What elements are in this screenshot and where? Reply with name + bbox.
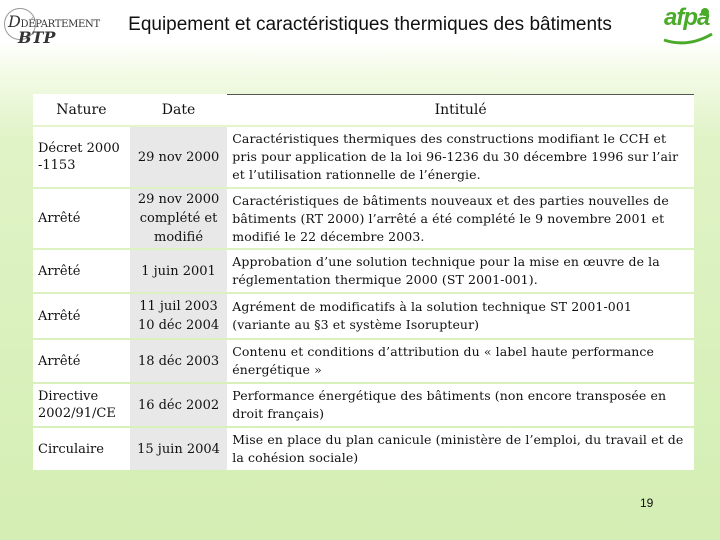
table-row: [33, 384, 694, 426]
cell-date: 18 déc 2003: [130, 340, 227, 382]
logo-btp-top-text: DDÉPARTEMENT: [8, 12, 100, 31]
table-header-row: [33, 94, 694, 125]
cell-date: 11 juil 2003 10 déc 2004: [130, 294, 227, 338]
cell-intitule: Contenu et conditions d’attribution du « label haute performance énergétique »: [227, 340, 694, 382]
cell-intitule: Performance énergétique des bâtiments (non encore transposée en droit français): [227, 384, 694, 426]
cell-date: 15 juin 2004: [130, 428, 227, 470]
regulation-table: [33, 92, 694, 472]
btp-logo: [8, 8, 100, 47]
table-row: [33, 340, 694, 382]
cell-intitule: Caractéristiques thermiques des constructions modifiant le CCH et pris pour application de la loi 96-1236 du 30 décembre 1996 sur l’air et l’utilisation rationnelle de l’énergie.: [227, 127, 694, 187]
cell-date: 1 juin 2001: [130, 250, 227, 292]
table-row: [33, 127, 694, 187]
table-row: [33, 428, 694, 470]
header-date: Date: [130, 94, 227, 125]
cell-nature: Circulaire: [33, 428, 130, 470]
cell-nature: Décret 2000 -1153: [33, 127, 130, 187]
cell-nature: Arrêté: [33, 294, 130, 338]
page-title: Equipement et caractéristiques thermiques des bâtiments: [128, 14, 612, 35]
cell-nature: Arrêté: [33, 250, 130, 292]
logo-btp-bottom-text: BTP: [18, 28, 56, 47]
afpa-logo: [660, 4, 716, 48]
cell-intitule: Agrément de modificatifs à la solution technique ST 2001-001 (variante au §3 et système Isorupteur): [227, 294, 694, 338]
cell-date: 16 déc 2002: [130, 384, 227, 426]
cell-intitule: Caractéristiques de bâtiments nouveaux et des parties nouvelles de bâtiments (RT 2000) l’arrêté a été complété le 9 novembre 2001 et modifié le 22 décembre 2003.: [227, 189, 694, 248]
cell-nature: Arrêté: [33, 189, 130, 248]
table-row: [33, 189, 694, 248]
cell-date: 29 nov 2000: [130, 127, 227, 187]
cell-nature: Directive 2002/91/CE: [33, 384, 130, 426]
header-nature: Nature: [33, 94, 130, 125]
table-row: [33, 294, 694, 338]
cell-nature: Arrêté: [33, 340, 130, 382]
header-intitule: Intitulé: [227, 94, 694, 125]
cell-intitule: Mise en place du plan canicule (ministère de l’emploi, du travail et de la cohésion sociale): [227, 428, 694, 470]
cell-intitule: Approbation d’une solution technique pour la mise en œuvre de la réglementation thermique 2000 (ST 2001-001).: [227, 250, 694, 292]
table-row: [33, 250, 694, 292]
afpa-logo-text: afpa: [664, 4, 710, 31]
page-number: 19: [640, 496, 654, 510]
cell-date: 29 nov 2000 complété et modifié: [130, 189, 227, 248]
